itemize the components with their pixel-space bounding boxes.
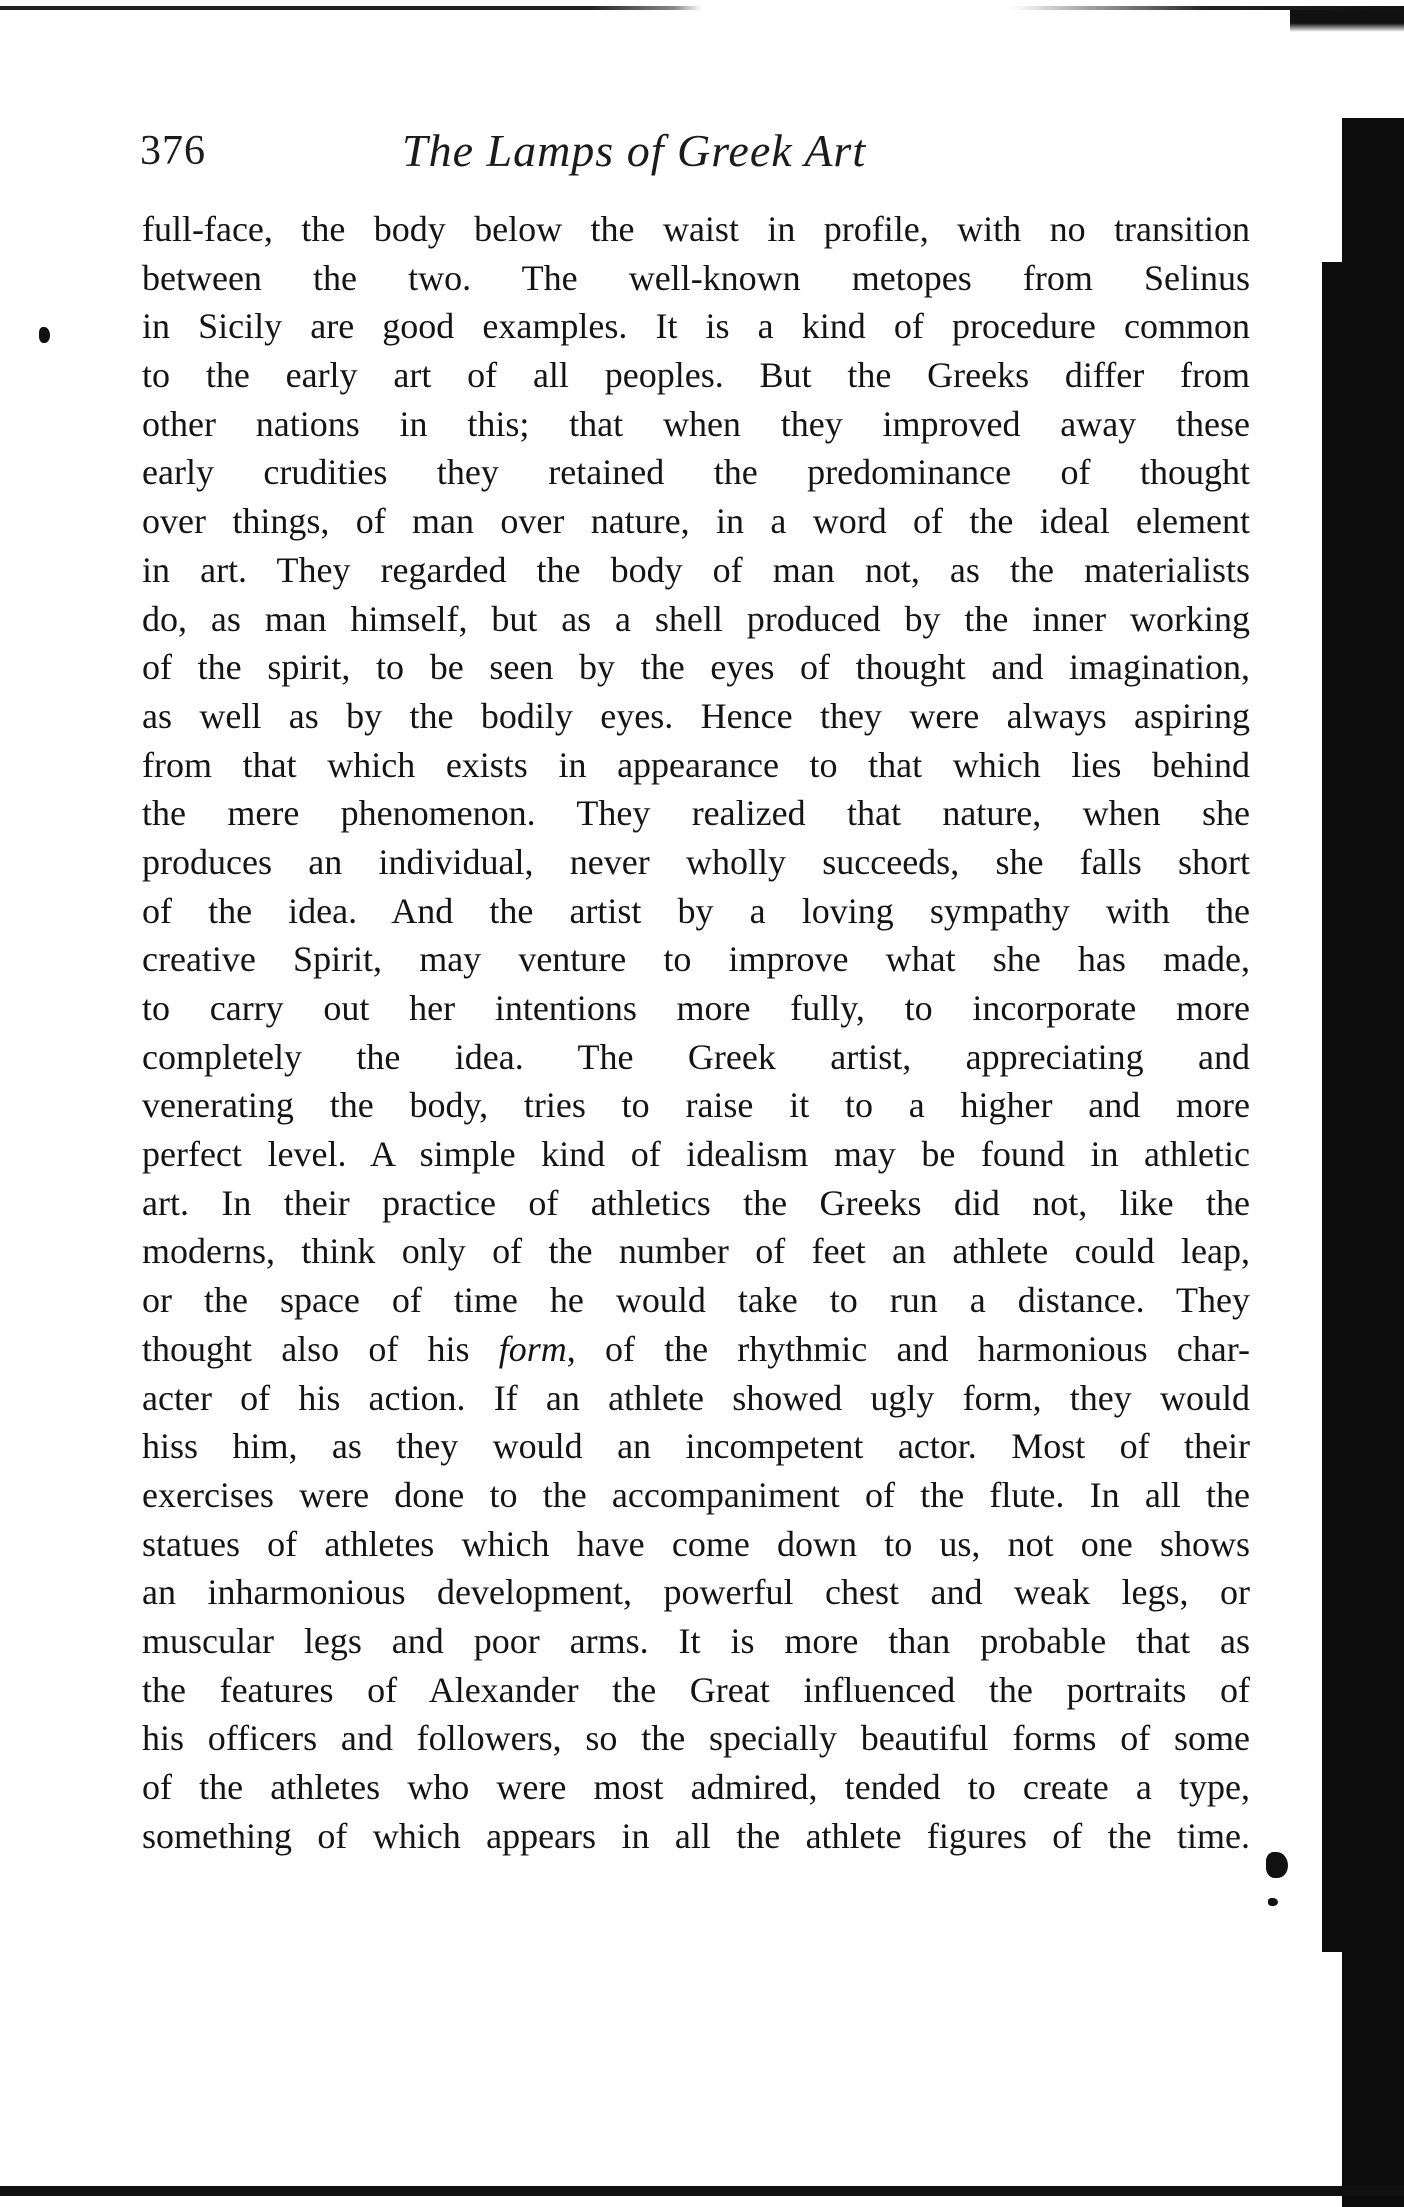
text-line: creative Spirit, may venture to improve what she has made, [142, 939, 1250, 980]
text-line: to the early art of all peoples. But the Greeks differ from [142, 355, 1250, 396]
text-line: early crudities they retained the predominance of thought [142, 452, 1250, 493]
text-line: the features of Alexander the Great influenced the portraits of [142, 1669, 1250, 1710]
text-segment: , of the rhythmic and harmonious char- [566, 1328, 1250, 1369]
text-line: venerating the body, tries to raise it to a higher and more [142, 1085, 1250, 1126]
body-text [142, 205, 1250, 1860]
text-line: moderns, think only of the number of feet an athlete could leap, [142, 1231, 1250, 1272]
text-line: full-face, the body below the waist in profile, with no transition [142, 209, 1250, 249]
ink-speck [1266, 1852, 1288, 1878]
text-line: in art. They regarded the body of man not, as the materialists [142, 549, 1250, 590]
text-line: between the two. The well-known metopes from Selinus [142, 257, 1250, 298]
text-line: as well as by the bodily eyes. Hence they were always aspiring [142, 695, 1250, 736]
ink-speck [39, 327, 50, 343]
text-line: of the athletes who were most admired, tended to create a type, [142, 1767, 1250, 1807]
scan-edge-right [1342, 118, 1404, 2207]
text-line: of the spirit, to be seen by the eyes of thought and imagination, [142, 647, 1250, 688]
text-line: other nations in this; that when they improved away these [142, 403, 1250, 444]
scan-edge-bottom [0, 2186, 1404, 2196]
text-line: or the space of time he would take to run a distance. They [142, 1280, 1250, 1321]
text-line: in Sicily are good examples. It is a kind of procedure common [142, 306, 1250, 347]
text-line: something of which appears in all the athlete figures of the time. [142, 1815, 1250, 1856]
scan-edge-top-right [1290, 10, 1404, 32]
text-line: an inharmonious development, powerful chest and weak legs, or [142, 1572, 1250, 1613]
emphasized-word: form [498, 1328, 567, 1369]
text-line: the mere phenomenon. They realized that nature, when she [142, 793, 1250, 834]
text-line: acter of his action. If an athlete showed ugly form, they would [142, 1377, 1250, 1418]
book-title: The Lamps of Greek Art [402, 125, 867, 176]
text-line: produces an individual, never wholly succeeds, she falls short [142, 841, 1250, 882]
text-line: his officers and followers, so the specially beautiful forms of some [142, 1718, 1250, 1759]
text-line: over things, of man over nature, in a word of the ideal element [142, 501, 1250, 542]
text-line: art. In their practice of athletics the Greeks did not, like the [142, 1182, 1250, 1223]
text-line: perfect level. A simple kind of idealism may be found in athletic [142, 1134, 1250, 1175]
ink-speck [1268, 1898, 1278, 1906]
text-line: to carry out her intentions more fully, to incorporate more [142, 988, 1250, 1028]
text-line: from that which exists in appearance to that which lies behind [142, 744, 1250, 785]
text-line: exercises were done to the accompaniment of the flute. In all the [142, 1474, 1250, 1515]
text-line: of the idea. And the artist by a loving sympathy with the [142, 890, 1250, 931]
text-line: completely the idea. The Greek artist, appreciating and [142, 1036, 1250, 1077]
text-line: statues of athletes which have come down to us, not one shows [142, 1523, 1250, 1564]
text-segment: thought also of his [142, 1328, 499, 1369]
scan-edge-right-inner [1322, 262, 1346, 1952]
text-line: muscular legs and poor arms. It is more than probable that as [142, 1620, 1250, 1661]
scan-edge-top [0, 6, 1404, 10]
text-line: hiss him, as they would an incompetent actor. Most of their [142, 1426, 1250, 1467]
page-number: 376 [140, 128, 206, 174]
text-line: do, as man himself, but as a shell produced by the inner working [142, 598, 1250, 639]
text-line-with-emphasis [142, 1325, 1250, 1374]
running-head [140, 118, 1244, 184]
